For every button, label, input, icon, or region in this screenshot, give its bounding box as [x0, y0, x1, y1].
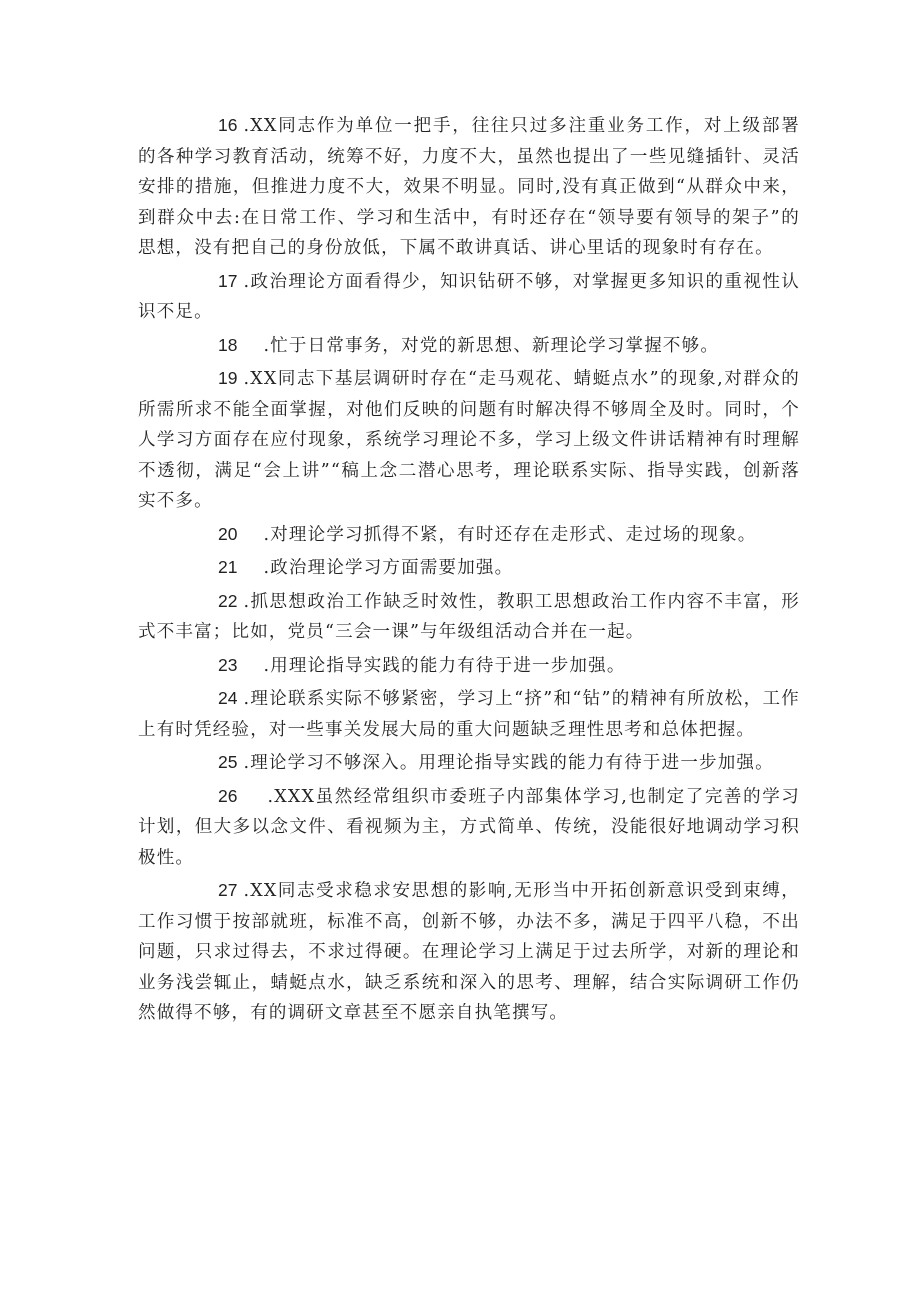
- paragraph-text: .对理论学习抓得不紧，有时还存在走形式、走过场的现象。: [263, 524, 757, 545]
- paragraph-20: [138, 519, 800, 551]
- paragraph-text: .政治理论学习方面需要加强。: [263, 558, 514, 578]
- item-number: 17: [218, 270, 238, 291]
- paragraph-16: [138, 110, 800, 264]
- paragraph-23: [138, 650, 800, 682]
- item-number: 19: [218, 368, 238, 388]
- paragraph-18: [138, 330, 800, 362]
- paragraph-text: .XX同志下基层调研时存在“走马观花、蜻蜓点水”的现象,对群众的所需所求不能全面掌握，对他们反映的问题有时解决得不够周全及时。同时，个人学习方面存在应付现象，系统学习理论不多，学习上级文件讲话精神有时理解不透彻，满足“会上讲”“稿上念二潜心思考，理论联系实际、指导实践，创新落实不多。: [138, 369, 800, 511]
- paragraph-text: .政治理论方面看得少，知识钻研不够，对掌握更多知识的重视性认识不足。: [138, 271, 800, 322]
- paragraph-text: .忙于日常事务，对党的新思想、新理论学习掌握不够。: [263, 335, 720, 356]
- document-page: [138, 110, 800, 1031]
- paragraph-19: [138, 363, 800, 517]
- paragraph-text: .理论学习不够深入。用理论指导实践的能力有待于进一步加强。: [243, 753, 774, 773]
- paragraph-text: .XX同志作为单位一把手，往往只过多注重业务工作，对上级部署的各种学习教育活动，统筹不好，力度不大，虽然也提出了一些见缝插针、灵活安排的措施，但推进力度不大，效果不明显。同时,没有真正做到“从群众中来，到群众中去:在日常工作、学习和生活中，有时还存在“领导要有领导的架子”的思想，没有把自己的身份放低，下属不敢讲真话、讲心里话的现象时有存在。: [138, 116, 800, 258]
- paragraph-text: .抓思想政治工作缺乏时效性，教职工思想政治工作内容不丰富，形式不丰富；比如，党员“三会一课”与年级组活动合并在一起。: [138, 591, 800, 642]
- paragraph-text: .XXX虽然经常组织市委班子内部集体学习,也制定了完善的学习计划，但大多以念文件、看视频为主，方式简单、传统，没能很好地调动学习积极性。: [138, 786, 800, 868]
- paragraph-text: .用理论指导实践的能力有待于进一步加强。: [263, 655, 626, 676]
- item-number: 23: [218, 654, 238, 675]
- item-number: 22: [218, 590, 238, 611]
- paragraph-24: [138, 683, 800, 745]
- item-number: 16: [218, 115, 238, 135]
- paragraph-22: [138, 586, 800, 648]
- paragraph-17: [138, 266, 800, 328]
- item-number: 18: [218, 334, 238, 355]
- paragraph-27: [138, 875, 800, 1029]
- paragraph-25: [138, 747, 800, 779]
- paragraph-26: [138, 781, 800, 874]
- paragraph-text: .理论联系实际不够紧密，学习上“挤”和“钻”的精神有所放松，工作上有时凭经验，对一些事关发展大局的重大问题缺乏理性思考和总体把握。: [138, 689, 800, 740]
- item-number: 27: [218, 880, 238, 900]
- item-number: 24: [218, 688, 238, 708]
- item-number: 21: [218, 557, 238, 577]
- paragraph-21: [138, 552, 800, 584]
- item-number: 25: [218, 752, 238, 772]
- paragraph-text: .XX同志受求稳求安思想的影响,无形当中开拓创新意识受到束缚，工作习惯于按部就班，标准不高，创新不够，办法不多，满足于四平八稳，不出问题，只求过得去，不求过得硬。在理论学习上满足于过去所学，对新的理论和业务浅尝辄止，蜻蜓点水，缺乏系统和深入的思考、理解，结合实际调研工作仍然做得不够，有的调研文章甚至不愿亲自执笔撰写。: [138, 881, 800, 1023]
- item-number: 20: [218, 523, 238, 544]
- item-number: 26: [218, 785, 238, 806]
